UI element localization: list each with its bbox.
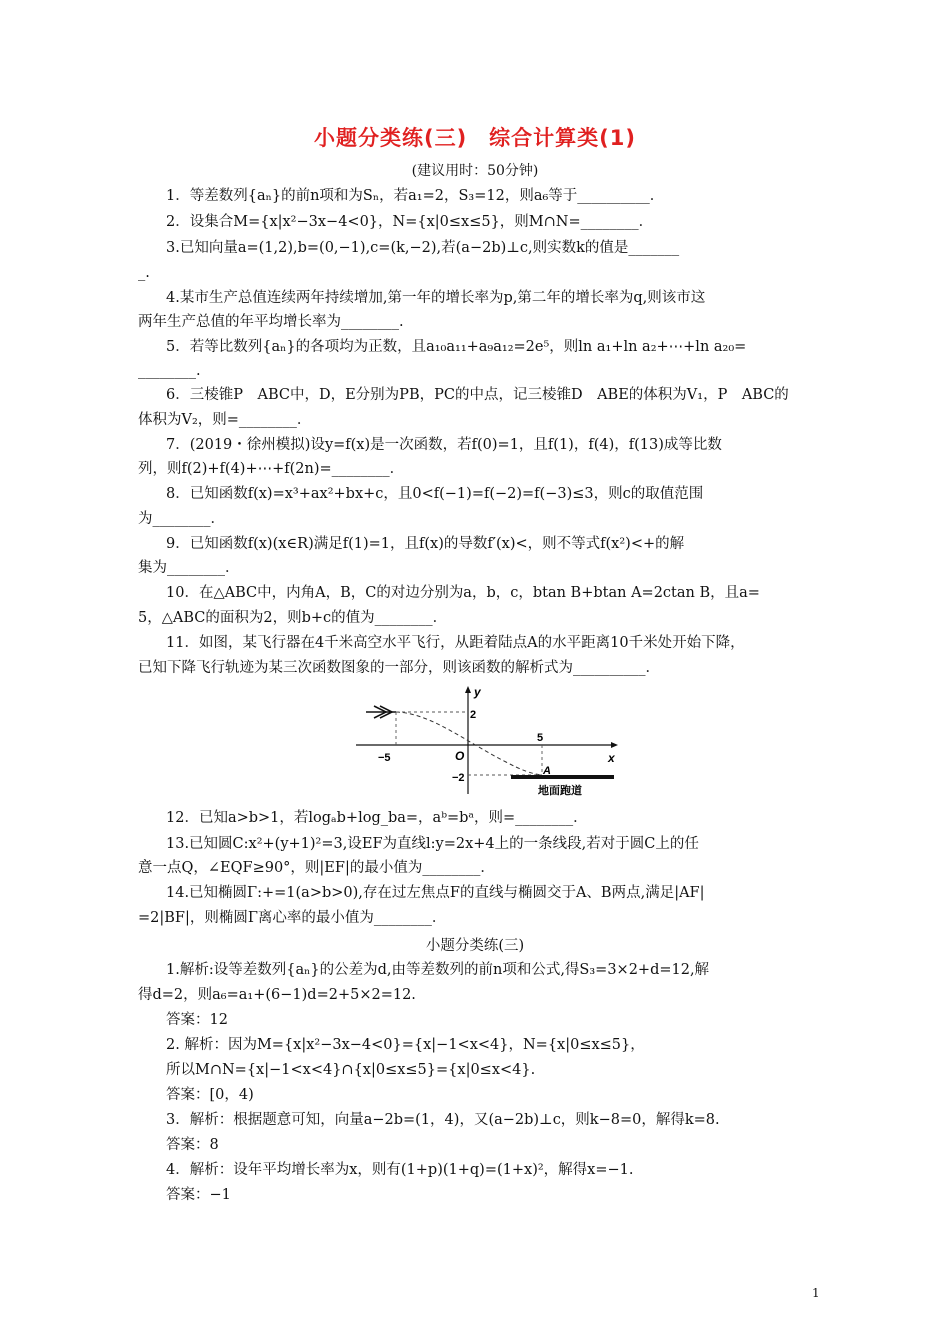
x-axis-arrow-icon: [611, 742, 618, 748]
question-line: 10．在△ABC中，内角A，B，C的对边分别为a，b，c，btan B+btan A=2ctan B，且a=: [166, 585, 760, 601]
question-line: 意一点Q，∠EQF≥90°，则|EF|的最小值为________．: [138, 860, 495, 876]
page-number: 1: [812, 1286, 820, 1300]
question-line: 6．三棱锥P ABC中，D，E分别为PB，PC的中点，记三棱锥D ABE的体积为V₁，P ABC的: [166, 387, 789, 403]
question-line: 5．若等比数列{aₙ}的各项均为正数，且a₁₀a₁₁+a₉a₁₂=2e⁵，则ln a₁+ln a₂+⋯+ln a₂₀=: [166, 339, 747, 355]
descent-curve: [396, 712, 542, 775]
question-line: 7．(2019・徐州模拟)设y=f(x)是一次函数，若f(0)=1，且f(1)，f(4)，f(13)成等比数: [166, 437, 722, 453]
question-line: _.: [138, 265, 150, 281]
question-line: 5，△ABC的面积为2，则b+c的值为________．: [138, 610, 448, 626]
y-label: y: [474, 685, 481, 699]
question-line: 1．等差数列{aₙ}的前n项和为Sₙ，若a₁=2，S₃=12，则a₆等于__________．: [166, 188, 665, 204]
tick-label: 5: [537, 732, 544, 744]
question-line: 两年生产总值的年平均增长率为________.: [138, 314, 404, 330]
question-line: 集为________．: [138, 560, 240, 576]
tick-label: 2: [470, 709, 477, 721]
answers-section-title: 小题分类练(三): [425, 938, 525, 954]
x-label: x: [608, 751, 615, 765]
question-line: 为________．: [138, 511, 225, 527]
answer-line: 得d=2，则a₆=a₁+(6−1)d=2+5×2=12.: [138, 987, 416, 1003]
y-axis-arrow-icon: [465, 686, 471, 693]
tick-label: −5: [378, 752, 391, 764]
question-line: 12．已知a>b>1，若logₐb+log_ba=，aᵇ=bᵃ，则=________．: [166, 810, 588, 826]
page-subtitle: (建议用时：50分钟): [411, 163, 539, 179]
question-line: 14.已知椭圆Γ:+=1(a>b>0),存在过左焦点F的直线与椭圆交于A、B两点,满足|AF|: [166, 885, 705, 901]
question-line: ________.: [138, 363, 201, 379]
page-title: 小题分类练(三) 综合计算类(1): [313, 126, 636, 150]
answer-line: 4．解析：设年平均增长率为x，则有(1+p)(1+q)=(1+x)²，解得x=−1.: [166, 1162, 634, 1178]
origin-label: O: [455, 749, 465, 763]
question-line: 13.已知圆C:x²+(y+1)²=3,设EF为直线l:y=2x+4上的一条线段,若对于圆C上的任: [166, 836, 699, 852]
tick-label: −2: [452, 772, 465, 784]
answer-line: 1.解析:设等差数列{aₙ}的公差为d,由等差数列的前n项和公式,得S₃=3×2+d=12,解: [166, 962, 710, 978]
answer-line: 2. 解析：因为M={x|x²−3x−4<0}={x|−1<x<4}，N={x|0≤x≤5}，: [166, 1037, 645, 1053]
answer-line: 所以M∩N={x|−1<x<4}∩{x|0≤x≤5}={x|0≤x<4}.: [166, 1062, 536, 1078]
answer-line: 答案：−1: [166, 1187, 231, 1203]
question-line: 列，则f(2)+f(4)+⋯+f(2n)=________．: [138, 461, 405, 477]
question-line: 8．已知函数f(x)=x³+ax²+bx+c，且0<f(−1)=f(−2)=f(−3)≤3，则c的取值范围: [166, 486, 704, 502]
question-line: 4.某市生产总值连续两年持续增加,第一年的增长率为p,第二年的增长率为q,则该市这: [166, 290, 706, 306]
point-a-label: A: [543, 765, 551, 777]
question-line: 2．设集合M={x|x²−3x−4<0}，N={x|0≤x≤5}，则M∩N=________．: [166, 214, 654, 230]
question-line: 9．已知函数f(x)(x∈R)满足f(1)=1，且f(x)的导数f′(x)<，则不等式f(x²)<+的解: [166, 536, 685, 552]
answer-line: 答案：[0，4): [166, 1087, 254, 1103]
question-line: 3.已知向量a=(1,2),b=(0,−1),c=(k,−2),若(a−2b)⊥c,则实数k的值是_______: [166, 240, 680, 256]
runway-label: 地面跑道: [538, 784, 582, 797]
answer-line: 3．解析：根据题意可知，向量a−2b=(1，4)，又(a−2b)⊥c，则k−8=0，解得k=8.: [166, 1112, 720, 1128]
question-line: 11．如图，某飞行器在4千米高空水平飞行，从距着陆点A的水平距离10千米处开始下降，: [166, 635, 745, 651]
question-line: =2|BF|，则椭圆Γ离心率的最小值为________．: [138, 910, 447, 926]
answer-line: 答案：8: [166, 1137, 219, 1153]
question-line: 体积为V₂，则=________．: [138, 412, 312, 428]
descent-graph: [356, 682, 626, 800]
answer-line: 答案：12: [166, 1012, 228, 1028]
question-line: 已知下降飞行轨迹为某三次函数图象的一部分，则该函数的解析式为__________．: [138, 660, 660, 676]
